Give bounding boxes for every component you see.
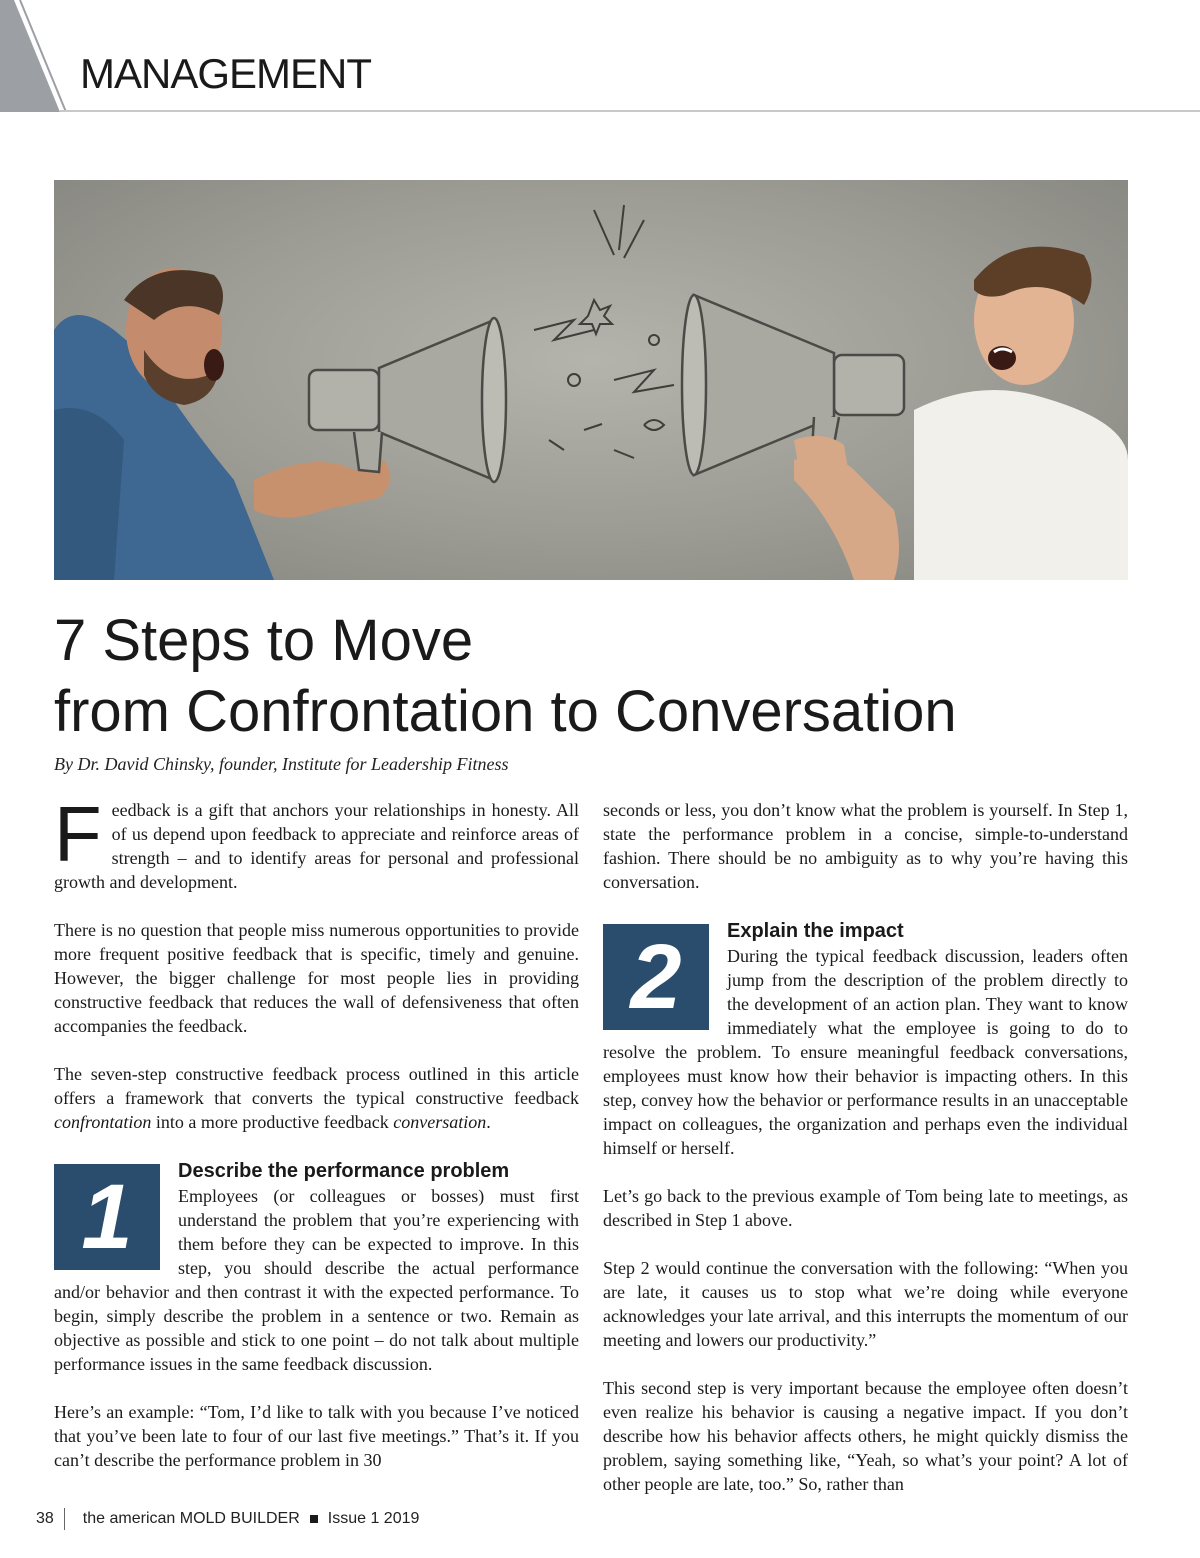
step-2-number-box: 2 (603, 924, 709, 1030)
intro-paragraph-1: Feedback is a gift that anchors your relationships in honesty. All of us depend upon feedback to appreciate and reinforce areas of strength – and to identify areas for personal and professional growth and development. (54, 790, 579, 892)
step-1-body: Employees (or colleagues or bosses) must first understand the problem that you’re experiencing with them before they can be expected to improve. In this step, you should describe the actual performance and/or behavior and then contrast it with the expected performance. To begin, simply describe the problem in a sentence or two. Remain as objective as possible and stick to one point – do not talk about multiple performance issues in the same feedback discussion. (54, 1186, 579, 1374)
step-2-heading: Explain the impact (727, 920, 904, 942)
drop-cap: F (54, 790, 102, 878)
title-line-1: 7 Steps to Move (54, 608, 474, 673)
footer-divider (64, 1508, 65, 1530)
step-1-heading: Describe the performance problem (178, 1160, 510, 1182)
step-2-body: During the typical feedback discussion, leaders often jump from the description of the problem directly to the development of an action plan. They want to know immediately what the employee is going to do to resolve the problem. To ensure meaningful feedback conversations, employees must know how their behavior is impacting others. In this step, convey how the behavior or performance results in an unacceptable impact on colleagues, the organization and perhaps even the individual himself or herself. (603, 946, 1128, 1158)
right-paragraph-3: Step 2 would continue the conversation with the following: “When you are late, it causes us to stop what we’re doing while everyone acknowledges your late arrival, and this interrupts the momentum of our meeting and lowers our productivity.” (603, 1258, 1128, 1350)
example-paragraph: Here’s an example: “Tom, I’d like to talk with you because I’ve noticed that you’ve been late to four of our last five meetings.” That’s it. If you can’t describe the performance problem in 30 (54, 1402, 579, 1470)
left-column (54, 790, 579, 1496)
emphasis-conversation: conversation (393, 1112, 487, 1132)
right-paragraph-2: Let’s go back to the previous example of Tom being late to meetings, as described in Step 1 above. (603, 1186, 1128, 1230)
right-column (603, 798, 1128, 1520)
sound-doodles (534, 205, 674, 458)
megaphone-left-illustration (309, 318, 506, 482)
title-line-2: from Confrontation to Conversation (54, 679, 957, 744)
page-number: 38 (36, 1510, 54, 1527)
step-1 (54, 1158, 579, 1376)
step-2 (603, 918, 1128, 1160)
article-title (54, 605, 1154, 747)
hero-image (54, 180, 1128, 580)
issue-label: Issue 1 2019 (327, 1510, 420, 1527)
byline: By Dr. David Chinsky, founder, Institute for Leadership Fitness (54, 754, 509, 774)
corner-decoration (0, 0, 70, 112)
square-bullet-icon (310, 1515, 318, 1523)
step-1-number-box: 1 (54, 1164, 160, 1270)
continued-paragraph: seconds or less, you don’t know what the problem is yourself. In Step 1, state the performance problem in a concise, simple-to-understand fashion. There should be no ambiguity as to why you’re having this conversation. (603, 800, 1128, 892)
page-footer (36, 1508, 419, 1530)
header-rule (60, 110, 1200, 112)
intro-paragraph-2: There is no question that people miss numerous opportunities to provide more frequent positive feedback that is specific, timely and genuine. However, the bigger challenge for most people lies in providing constructive feedback that reduces the wall of defensiveness that often accompanies the feedback. (54, 920, 579, 1036)
right-paragraph-4: This second step is very important because the employee often doesn’t even realize his behavior is causing a negative impact. If you don’t describe how his behavior affects others, he might quickly dismiss the problem, saying something like, “Yeah, so what’s your point? A lot of other people are late, too.” So, rather than (603, 1378, 1128, 1494)
intro-paragraph-3: The seven-step constructive feedback process outlined in this article offers a framework that converts the typical constructive feedback confrontation into a more productive feedback conversation. (54, 1064, 579, 1132)
megaphone-right-illustration (682, 295, 904, 475)
publication-name: the american MOLD BUILDER (82, 1510, 300, 1527)
emphasis-confrontation: confrontation (54, 1112, 152, 1132)
section-label: MANAGEMENT (80, 50, 372, 97)
